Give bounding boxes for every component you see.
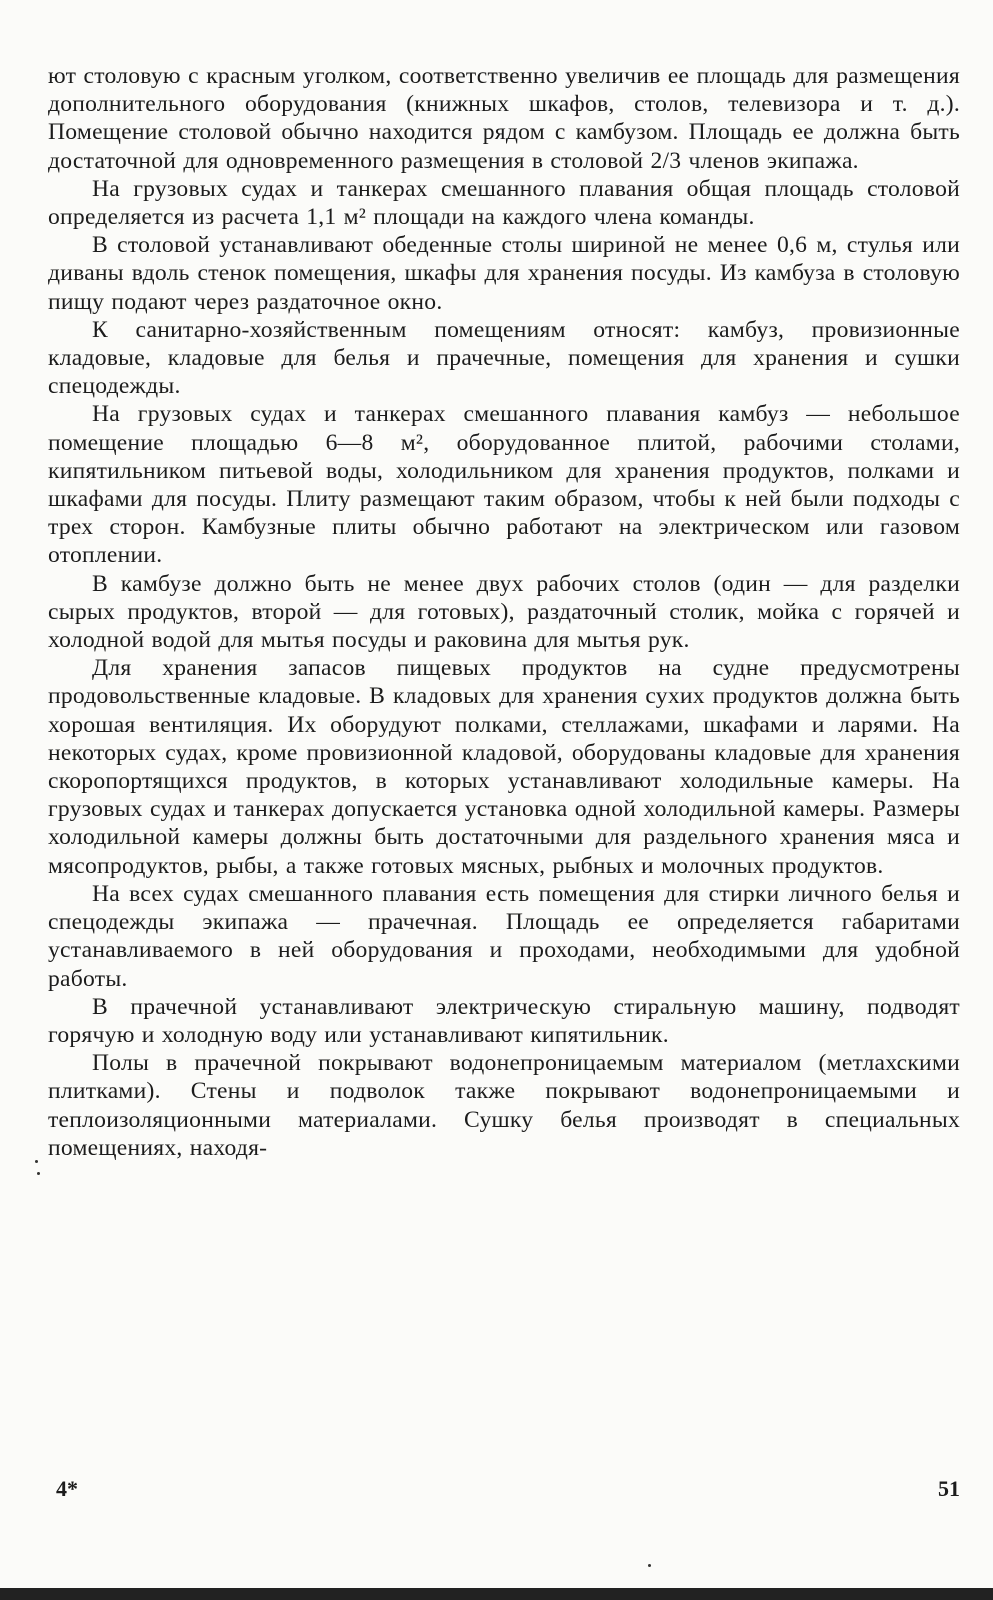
- scan-speck: [35, 1160, 38, 1163]
- paragraph-4: К санитарно-хозяйственным помещениям относят: камбуз, провизионные кладовые, кладовые для белья и прачечные, помещения для хранения и сушки спецодежды.: [48, 316, 960, 400]
- scan-speck: [648, 1564, 651, 1567]
- paragraph-6: В камбузе должно быть не менее двух рабочих столов (один — для разделки сырых продуктов, второй — для готовых), раздаточный столик, мойка с горячей и холодной водой для мытья посуды и раковина для мытья рук.: [48, 570, 960, 654]
- scan-speck: [37, 1172, 40, 1175]
- paragraph-8: На всех судах смешанного плавания есть помещения для стирки личного белья и спецодежды экипажа — прачечная. Площадь ее определяется габаритами устанавливаемого в ней оборудования и проходами, необходимыми для удобной работы.: [48, 880, 960, 992]
- page-number: 51: [938, 1476, 960, 1501]
- paragraph-7: Для хранения запасов пищевых продуктов на судне предусмотрены продовольственные кладовые. В кладовых для хранения сухих продуктов должна быть хорошая вентиляция. Их оборудуют полками, стеллажами, шкафами и ларями. На некоторых судах, кроме провизионной кладовой, оборудованы кладовые для хранения скоропортящихся продуктов, в которых устанавливают холодильные камеры. На грузовых судах и танкерах допускается установка одной холодильной камеры. Размеры холодильной камеры должны быть достаточными для раздельного хранения мяса и мясопродуктов, рыбы, а также готовых мясных, рыбных и молочных продуктов.: [48, 655, 960, 879]
- scan-edge: [0, 1588, 993, 1600]
- paragraph-9: В прачечной устанавливают электрическую стиральную машину, подводят горячую и холодную воду или устанавливают кипятильник.: [48, 993, 960, 1048]
- paragraph-1: ют столовую с красным уголком, соответственно увеличив ее площадь для размещения дополнительного оборудования (книжных шкафов, столов, телевизора и т. д.). Помещение столовой обычно находится рядом с камбузом. Площадь ее должна быть достаточной для одновременного размещения в столовой 2/3 членов экипажа.: [48, 63, 960, 174]
- page-body: [48, 62, 960, 1162]
- page-footer: [48, 1476, 960, 1506]
- signature-mark: 4*: [56, 1476, 78, 1501]
- paragraph-5: На грузовых судах и танкерах смешанного плавания камбуз — небольшое помещение площадью 6—8 м², оборудованное плитой, рабочими столами, кипятильником питьевой воды, холодильником для хранения продуктов, полками и шкафами для посуды. Плиту размещают таким образом, чтобы к ней были подходы с трех сторон. Камбузные плиты обычно работают на электрическом или газовом отоплении.: [48, 401, 960, 569]
- paragraph-2: На грузовых судах и танкерах смешанного плавания общая площадь столовой определяется из расчета 1,1 м² площади на каждого члена команды.: [48, 175, 960, 231]
- paragraph-3: В столовой устанавливают обеденные столы шириной не менее 0,6 м, стулья или диваны вдоль стенок помещения, шкафы для хранения посуды. Из камбуза в столовую пищу подают через раздаточное окно.: [48, 232, 960, 315]
- paragraph-10: Полы в прачечной покрывают водонепроницаемым материалом (метлахскими плитками). Стены и подволок также покрывают водонепроницаемыми и теплоизоляционными материалами. Сушку белья производят в специальных помещениях, находя-: [48, 1050, 960, 1161]
